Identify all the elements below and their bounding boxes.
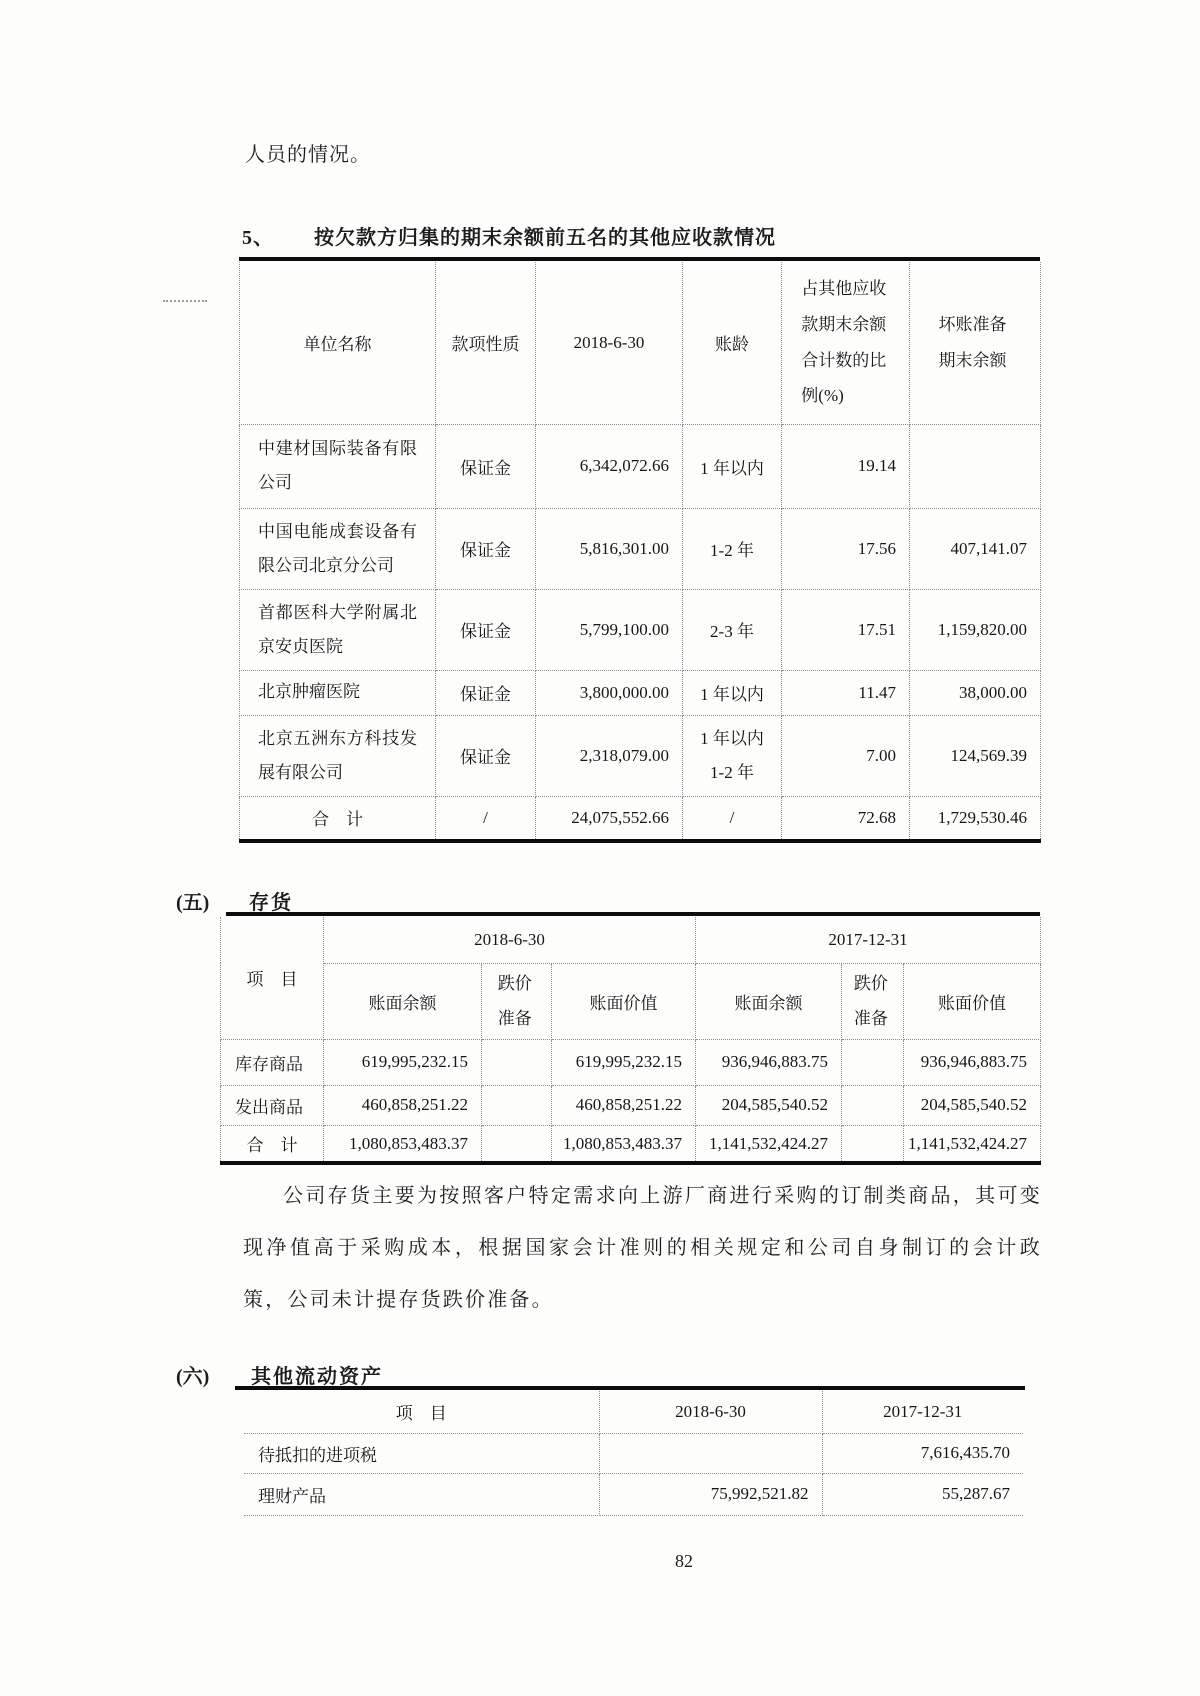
aging-cell: 1 年以内 xyxy=(683,670,782,715)
value-2018-cell: 619,995,232.15 xyxy=(552,1039,696,1085)
bad-debt-cell: 407,141.07 xyxy=(910,508,1041,589)
col-2018-header: 2018-6-30 xyxy=(324,917,696,963)
unit-name-cell: 北京五洲东方科技发展有限公司 xyxy=(240,715,436,796)
total-row xyxy=(240,796,1041,841)
section-six-title: 其他流动资产 xyxy=(251,1366,383,1388)
provision-2018-cell xyxy=(482,1125,552,1163)
nature-cell: 保证金 xyxy=(436,715,536,796)
unit-name-cell: 中建材国际装备有限公司 xyxy=(240,424,436,508)
sub-balance-header: 账面余额 xyxy=(696,963,842,1039)
provision-2017-cell xyxy=(842,1039,904,1085)
item-cell: 待抵扣的进项税 xyxy=(244,1433,599,1473)
sub-value-header: 账面价值 xyxy=(904,963,1041,1039)
ratio-cell: 19.14 xyxy=(782,424,910,508)
item-cell: 库存商品 xyxy=(221,1039,324,1085)
sub-header-row xyxy=(221,963,1041,1039)
bad-debt-cell xyxy=(910,424,1041,508)
aging-cell: 2-3 年 xyxy=(683,589,782,670)
table-row xyxy=(244,1473,1023,1515)
value-2017-cell: 7,616,435.70 xyxy=(822,1433,1023,1473)
col-2017-header: 2017-12-31 xyxy=(696,917,1041,963)
bad-debt-cell: 38,000.00 xyxy=(910,670,1041,715)
value-2018-cell: 1,080,853,483.37 xyxy=(552,1125,696,1163)
total-bad-debt: 1,729,530.46 xyxy=(910,796,1041,841)
table-row xyxy=(240,589,1041,670)
provision-2017-cell xyxy=(842,1085,904,1125)
total-nature: / xyxy=(436,796,536,841)
balance-2017-cell: 204,585,540.52 xyxy=(696,1085,842,1125)
header-unit: 单位名称 xyxy=(240,262,436,424)
table-row xyxy=(221,1085,1041,1125)
receivables-table xyxy=(239,262,1041,843)
amount-cell: 5,816,301.00 xyxy=(536,508,683,589)
aging-cell: 1 年以内 xyxy=(683,424,782,508)
item-cell: 理财产品 xyxy=(244,1473,599,1515)
inventory-table xyxy=(220,917,1041,1165)
col-2018-header: 2018-6-30 xyxy=(599,1391,822,1433)
item-header: 项 目 xyxy=(221,917,324,1039)
margin-mark xyxy=(163,300,207,302)
section-six-marker: (六) xyxy=(176,1366,210,1388)
table-row xyxy=(221,1039,1041,1085)
header-date: 2018-6-30 xyxy=(536,262,683,424)
nature-cell: 保证金 xyxy=(436,670,536,715)
col-2017-header: 2017-12-31 xyxy=(822,1391,1023,1433)
section-five-title: 存货 xyxy=(249,892,293,914)
balance-2018-cell: 1,080,853,483.37 xyxy=(324,1125,482,1163)
table-row xyxy=(240,508,1041,589)
bad-debt-cell: 1,159,820.00 xyxy=(910,589,1041,670)
inventory-note: 公司存货主要为按照客户特定需求向上游厂商进行采购的订制类商品，其可变现净值高于采购成本，根据国家会计准则的相关规定和公司自身制订的会计政策，公司未计提存货跌价准备。 xyxy=(243,1185,1042,1311)
total-row xyxy=(221,1125,1041,1163)
table-row xyxy=(240,715,1041,796)
total-amount: 24,075,552.66 xyxy=(536,796,683,841)
table-row xyxy=(240,424,1041,508)
nature-cell: 保证金 xyxy=(436,589,536,670)
section5-rule xyxy=(239,257,1040,261)
section5-title: 按欠款方归集的期末余额前五名的其他应收款情况 xyxy=(314,227,776,249)
intro-text: 人员的情况。 xyxy=(245,144,371,166)
item-cell: 发出商品 xyxy=(221,1085,324,1125)
value-2017-cell: 204,585,540.52 xyxy=(904,1085,1041,1125)
aging-cell: 1 年以内 1-2 年 xyxy=(683,715,782,796)
header-ratio: 占其他应收款期末余额合计数的比例(%) xyxy=(782,262,910,424)
unit-name-cell: 首都医科大学附属北京安贞医院 xyxy=(240,589,436,670)
ratio-cell: 17.56 xyxy=(782,508,910,589)
sub-balance-header: 账面余额 xyxy=(324,963,482,1039)
amount-cell: 5,799,100.00 xyxy=(536,589,683,670)
amount-cell: 6,342,072.66 xyxy=(536,424,683,508)
header-aging: 账龄 xyxy=(683,262,782,424)
sub-value-header: 账面价值 xyxy=(552,963,696,1039)
section-six-rule xyxy=(235,1386,1025,1390)
sub-provision-header: 跌价准备 xyxy=(842,963,904,1039)
balance-2017-cell: 936,946,883.75 xyxy=(696,1039,842,1085)
balance-2018-cell: 619,995,232.15 xyxy=(324,1039,482,1085)
other-current-assets-table xyxy=(244,1391,1023,1516)
value-2017-cell: 1,141,532,424.27 xyxy=(904,1125,1041,1163)
section5-number: 5、 xyxy=(242,227,274,249)
aging-cell: 1-2 年 xyxy=(683,508,782,589)
unit-name-cell: 北京肿瘤医院 xyxy=(240,670,436,715)
header-bad-debt: 坏账准备期末余额 xyxy=(910,262,1041,424)
value-2018-cell: 75,992,521.82 xyxy=(599,1473,822,1515)
ratio-cell: 11.47 xyxy=(782,670,910,715)
section-five-rule xyxy=(226,912,1040,916)
value-2018-cell xyxy=(599,1433,822,1473)
unit-name-cell: 中国电能成套设备有限公司北京分公司 xyxy=(240,508,436,589)
total-label: 合 计 xyxy=(221,1125,324,1163)
sub-provision-header: 跌价准备 xyxy=(482,963,552,1039)
value-2018-cell: 460,858,251.22 xyxy=(552,1085,696,1125)
value-2017-cell: 936,946,883.75 xyxy=(904,1039,1041,1085)
table-row xyxy=(244,1433,1023,1473)
ratio-cell: 17.51 xyxy=(782,589,910,670)
ratio-cell: 7.00 xyxy=(782,715,910,796)
page-number: 82 xyxy=(675,1551,693,1571)
balance-2017-cell: 1,141,532,424.27 xyxy=(696,1125,842,1163)
provision-2017-cell xyxy=(842,1125,904,1163)
date-header-row xyxy=(221,917,1041,963)
table-header-row xyxy=(244,1391,1023,1433)
section-five-marker: (五) xyxy=(176,892,210,914)
balance-2018-cell: 460,858,251.22 xyxy=(324,1085,482,1125)
amount-cell: 3,800,000.00 xyxy=(536,670,683,715)
table-header-row xyxy=(240,262,1041,424)
total-aging: / xyxy=(683,796,782,841)
section5-heading xyxy=(242,221,776,250)
nature-cell: 保证金 xyxy=(436,508,536,589)
provision-2018-cell xyxy=(482,1085,552,1125)
value-2017-cell: 55,287.67 xyxy=(822,1473,1023,1515)
nature-cell: 保证金 xyxy=(436,424,536,508)
amount-cell: 2,318,079.00 xyxy=(536,715,683,796)
provision-2018-cell xyxy=(482,1039,552,1085)
item-header: 项 目 xyxy=(244,1391,599,1433)
total-ratio: 72.68 xyxy=(782,796,910,841)
total-label: 合 计 xyxy=(240,796,436,841)
header-nature: 款项性质 xyxy=(436,262,536,424)
bad-debt-cell: 124,569.39 xyxy=(910,715,1041,796)
table-row xyxy=(240,670,1041,715)
